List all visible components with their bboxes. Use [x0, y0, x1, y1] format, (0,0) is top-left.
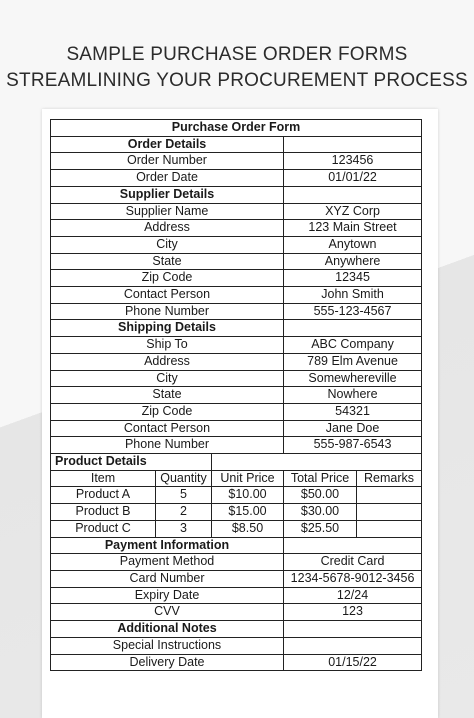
field-label: Supplier Name [51, 203, 284, 220]
field-value: Jane Doe [284, 420, 422, 437]
product-quantity: 2 [156, 504, 212, 521]
field-label: Zip Code [51, 403, 284, 420]
form-title: Purchase Order Form [51, 120, 422, 137]
product-total-price: $30.00 [284, 504, 357, 521]
section-heading-shipping-details: Shipping Details [51, 320, 284, 337]
field-value: 123 Main Street [284, 220, 422, 237]
field-label: Address [51, 353, 284, 370]
section-header-row [51, 621, 422, 638]
field-value: 01/01/22 [284, 170, 422, 187]
table-row [51, 353, 422, 370]
table-row [51, 654, 422, 671]
table-row [51, 236, 422, 253]
field-label: Card Number [51, 570, 284, 587]
table-row [51, 287, 422, 304]
section-header-row [51, 537, 422, 554]
column-header-unit-price: Unit Price [212, 470, 284, 487]
table-row [51, 220, 422, 237]
field-value: 123 [284, 604, 422, 621]
product-row [51, 487, 422, 504]
field-value: 12345 [284, 270, 422, 287]
section-heading-order-details: Order Details [51, 136, 284, 153]
field-value: 1234-5678-9012-3456 [284, 570, 422, 587]
empty-cell [284, 621, 422, 638]
product-row [51, 504, 422, 521]
field-value: 555-987-6543 [284, 437, 422, 454]
table-row [51, 303, 422, 320]
field-label: Address [51, 220, 284, 237]
table-row [51, 270, 422, 287]
product-item: Product B [51, 504, 156, 521]
column-header-quantity: Quantity [156, 470, 212, 487]
product-unit-price: $10.00 [212, 487, 284, 504]
empty-cell [284, 186, 422, 203]
field-value: Credit Card [284, 554, 422, 571]
table-row [51, 337, 422, 354]
field-label: Payment Method [51, 554, 284, 571]
field-label: Phone Number [51, 437, 284, 454]
table-row [51, 637, 422, 654]
section-header-row [51, 454, 422, 471]
table-row [51, 370, 422, 387]
product-remarks [357, 504, 422, 521]
field-label: CVV [51, 604, 284, 621]
field-value: Anytown [284, 236, 422, 253]
table-row [51, 587, 422, 604]
page-header [0, 0, 474, 108]
field-value: Anywhere [284, 253, 422, 270]
field-label: Ship To [51, 337, 284, 354]
empty-cell [284, 136, 422, 153]
product-item: Product C [51, 520, 156, 537]
field-label: Zip Code [51, 270, 284, 287]
table-row [51, 203, 422, 220]
section-heading-product-details: Product Details [51, 454, 212, 471]
product-row [51, 520, 422, 537]
section-header-row [51, 186, 422, 203]
field-label: Contact Person [51, 420, 284, 437]
form-title-row [51, 120, 422, 137]
field-label: Delivery Date [51, 654, 284, 671]
table-row [51, 253, 422, 270]
table-row [51, 570, 422, 587]
table-row [51, 153, 422, 170]
field-value: Nowhere [284, 387, 422, 404]
field-value: 12/24 [284, 587, 422, 604]
section-heading-supplier-details: Supplier Details [51, 186, 284, 203]
product-remarks [357, 520, 422, 537]
field-label: Contact Person [51, 287, 284, 304]
product-unit-price: $8.50 [212, 520, 284, 537]
form-sheet [42, 109, 438, 718]
field-label: Phone Number [51, 303, 284, 320]
field-label: State [51, 387, 284, 404]
field-label: City [51, 236, 284, 253]
column-header-remarks: Remarks [357, 470, 422, 487]
product-total-price: $50.00 [284, 487, 357, 504]
field-label: City [51, 370, 284, 387]
product-quantity: 3 [156, 520, 212, 537]
section-header-row [51, 320, 422, 337]
field-label: State [51, 253, 284, 270]
table-row [51, 403, 422, 420]
field-value: ABC Company [284, 337, 422, 354]
field-label: Special Instructions [51, 637, 284, 654]
table-row [51, 420, 422, 437]
field-label: Order Date [51, 170, 284, 187]
field-label: Expiry Date [51, 587, 284, 604]
empty-cell [212, 454, 422, 471]
section-header-row [51, 136, 422, 153]
table-row [51, 437, 422, 454]
table-row [51, 554, 422, 571]
product-quantity: 5 [156, 487, 212, 504]
section-heading-payment-information: Payment Information [51, 537, 284, 554]
product-remarks [357, 487, 422, 504]
product-unit-price: $15.00 [212, 504, 284, 521]
product-total-price: $25.50 [284, 520, 357, 537]
column-header-total-price: Total Price [284, 470, 357, 487]
field-value: 123456 [284, 153, 422, 170]
table-row [51, 604, 422, 621]
field-value: John Smith [284, 287, 422, 304]
field-value: 01/15/22 [284, 654, 422, 671]
field-value: 54321 [284, 403, 422, 420]
table-row [51, 170, 422, 187]
field-value: XYZ Corp [284, 203, 422, 220]
field-value: 789 Elm Avenue [284, 353, 422, 370]
empty-cell [284, 320, 422, 337]
product-column-headers [51, 470, 422, 487]
field-value: 555-123-4567 [284, 303, 422, 320]
field-value [284, 637, 422, 654]
column-header-item: Item [51, 470, 156, 487]
product-item: Product A [51, 487, 156, 504]
purchase-order-table [50, 119, 422, 671]
field-label: Order Number [51, 153, 284, 170]
empty-cell [284, 537, 422, 554]
table-row [51, 387, 422, 404]
header-title-line-1: SAMPLE PURCHASE ORDER FORMS [66, 44, 408, 65]
header-title-line-2: STREAMLINING YOUR PROCUREMENT PROCESS [6, 70, 468, 91]
field-value: Somewhereville [284, 370, 422, 387]
section-heading-additional-notes: Additional Notes [51, 621, 284, 638]
